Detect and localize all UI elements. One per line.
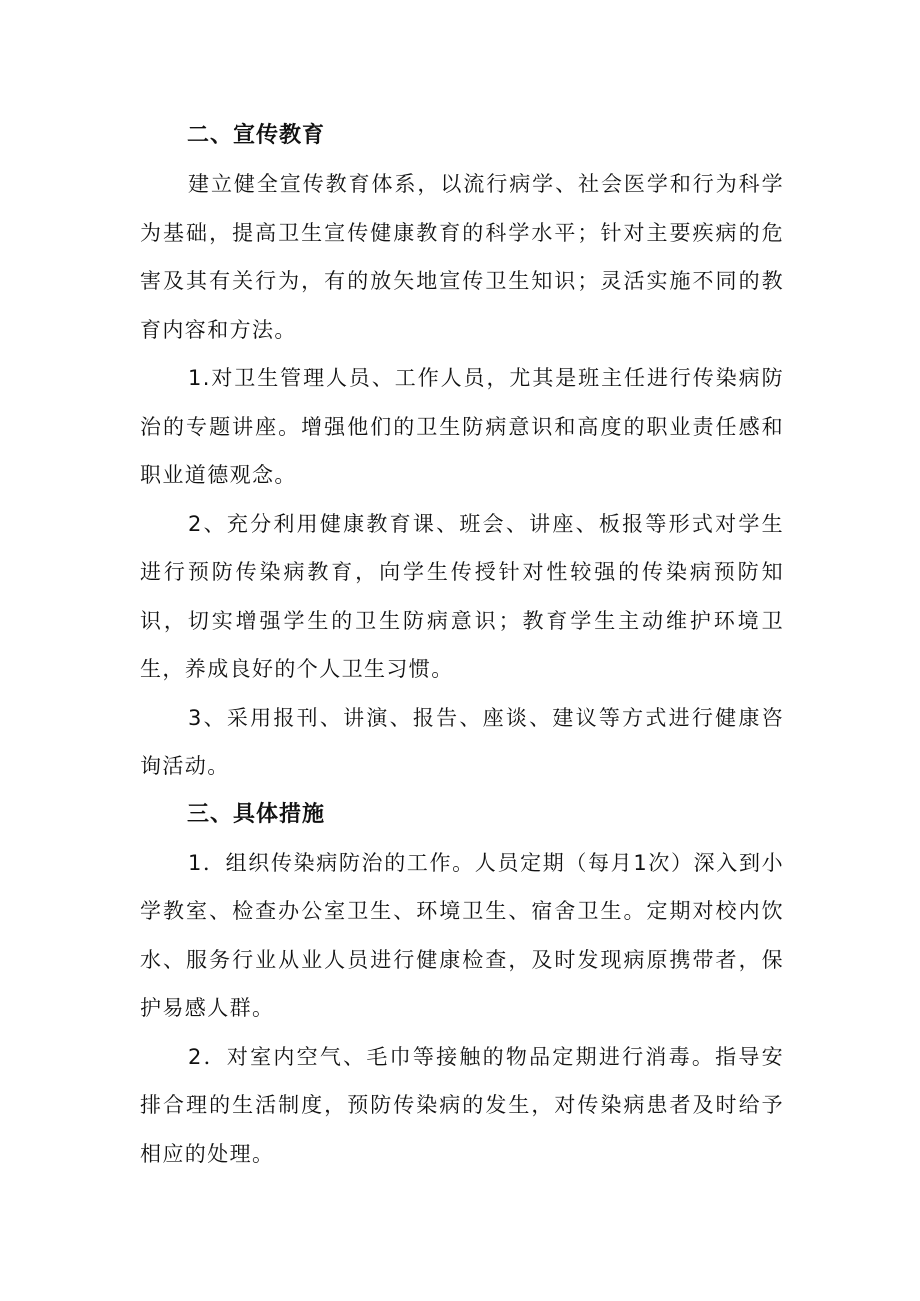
paragraph-item-1-lectures: 1.对卫生管理人员、工作人员，尤其是班主任进行传染病防治的专题讲座。增强他们的卫生防病意识和高度的职业责任感和职业道德观念。: [140, 366, 784, 487]
document-body: [140, 112, 784, 1178]
paragraph-measure-1-inspection: 1．组织传染病防治的工作。人员定期（每月1次）深入到小学教室、检查办公室卫生、环境卫生、宿舍卫生。定期对校内饮水、服务行业从业人员进行健康检查，及时发现病原携带者，保护易感人群。: [140, 850, 784, 1020]
paragraph-item-2-student-education: 2、充分利用健康教育课、班会、讲座、板报等形式对学生进行预防传染病教育，向学生传授针对性较强的传染病预防知识，切实增强学生的卫生防病意识；教育学生主动维护环境卫生，养成良好的个人卫生习惯。: [140, 511, 784, 681]
paragraph-measure-2-disinfection: 2．对室内空气、毛巾等接触的物品定期进行消毒。指导安排合理的生活制度，预防传染病的发生，对传染病患者及时给予相应的处理。: [140, 1044, 784, 1166]
paragraph-education-system: 建立健全宣传教育体系，以流行病学、社会医学和行为科学为基础，提高卫生宣传健康教育的科学水平；针对主要疾病的危害及其有关行为，有的放矢地宣传卫生知识；灵活实施不同的教育内容和方法。: [140, 172, 784, 342]
section-heading-publicity-education: 二、宣传教育: [187, 123, 326, 148]
section-heading-specific-measures: 三、具体措施: [187, 801, 326, 827]
paragraph-item-3-consultation: 3、采用报刊、讲演、报告、座谈、建议等方式进行健康咨询活动。: [140, 705, 784, 778]
